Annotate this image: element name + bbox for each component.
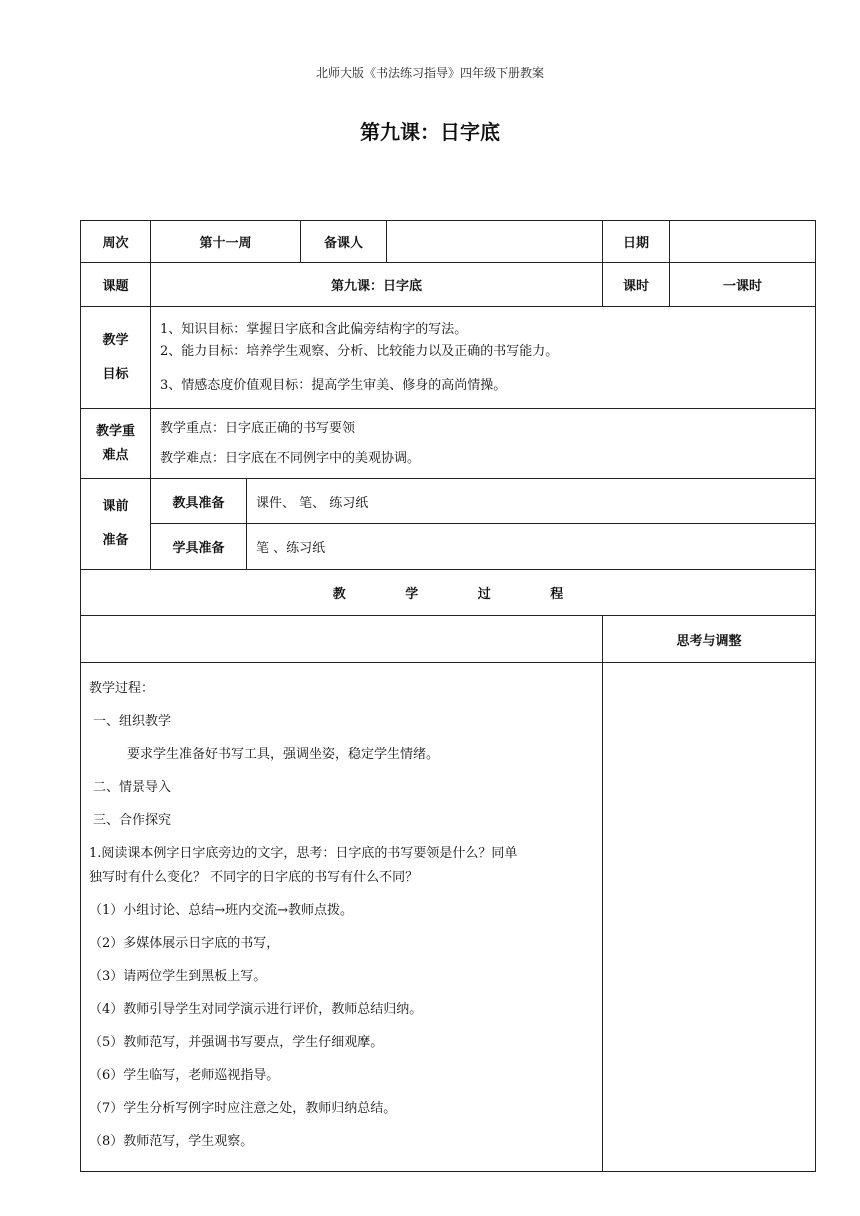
key-points-label: [81, 409, 151, 479]
process-line: （4）教师引导学生对同学演示进行评价，教师总结归纳。: [89, 1002, 423, 1017]
row-teacher-prep: [81, 479, 816, 524]
preparer-label: 备课人: [301, 221, 387, 263]
goals-label: [81, 307, 151, 409]
row-process-body: [81, 663, 816, 1172]
topic-label: 课题: [81, 263, 151, 307]
process-line: 一、组织教学: [93, 714, 172, 729]
process-heading-char: 教: [332, 587, 346, 602]
process-line: 三、合作探究: [93, 813, 172, 828]
process-heading-char: 程: [550, 587, 564, 602]
process-line: （7）学生分析写例字时应注意之处，教师归纳总结。: [89, 1101, 397, 1116]
date-label: 日期: [603, 221, 670, 263]
goals-content: [151, 307, 816, 409]
row-key-points: [81, 409, 816, 479]
goal-knowledge: 1、知识目标：掌握日字底和含此偏旁结构字的写法。: [160, 321, 468, 337]
process-line: （8）教师范写，学生观察。: [89, 1134, 254, 1149]
process-line: 教学过程：: [89, 681, 155, 696]
prep-label-line-1: 课前: [102, 499, 129, 514]
week-value: 第十一周: [151, 221, 301, 263]
key-points-label-line-2: 难点: [102, 447, 129, 463]
preparer-value: [387, 221, 603, 263]
week-label: 周次: [81, 221, 151, 263]
process-line: 二、情景导入: [93, 780, 172, 795]
process-line: （6）学生临写，老师巡视指导。: [89, 1068, 280, 1083]
process-line: （5）教师范写，并强调书写要点，学生仔细观摩。: [89, 1035, 384, 1050]
process-heading-char: 过: [477, 587, 491, 602]
process-line: （3）请两位学生到黑板上写。: [89, 969, 267, 984]
goals-label-line-1: 教学: [102, 332, 129, 348]
row-topic: [81, 263, 816, 307]
lesson-plan-table: [80, 220, 816, 1172]
date-value: [670, 221, 816, 263]
goal-ability: 2、能力目标：培养学生观察、分析、比较能力以及正确的书写能力。: [160, 343, 559, 359]
teacher-prep-label: 教具准备: [151, 479, 247, 524]
goals-label-line-2: 目标: [102, 366, 129, 382]
teacher-prep-value: 课件、 笔、 练习纸: [247, 479, 816, 524]
key-focus: 教学重点：日字底正确的书写要领: [160, 420, 356, 436]
process-line: 要求学生准备好书写工具，强调坐姿，稳定学生情绪。: [127, 747, 440, 762]
topic-value: 第九课：日字底: [151, 263, 603, 307]
process-line: 独写时有什么变化？ 不同字的日字底的书写有什么不同？: [89, 870, 419, 885]
reflect-body: [603, 663, 816, 1172]
process-body: [81, 663, 603, 1172]
row-goals: [81, 307, 816, 409]
prep-label-line-2: 准备: [102, 533, 129, 548]
page-title: 第九课：日字底: [360, 120, 500, 144]
process-heading: [81, 570, 816, 616]
row-process-subheader: [81, 616, 816, 663]
row-week: [81, 221, 816, 263]
prep-label: [81, 479, 151, 570]
hours-label: 课时: [603, 263, 670, 307]
process-subheader-empty: [81, 616, 603, 663]
process-line: （1）小组讨论、总结→班内交流→教师点拨。: [89, 903, 354, 918]
page-header: 北师大版《书法练习指导》四年级下册教案: [315, 66, 544, 80]
process-line: 1.阅读课本例字日字底旁边的文字，思考：日字底的书写要领是什么？同单: [89, 846, 518, 861]
process-heading-char: 学: [405, 587, 419, 602]
goal-attitude: 3、情感态度价值观目标：提高学生审美、修身的高尚情操。: [160, 377, 507, 393]
row-process-heading: [81, 570, 816, 616]
key-points-label-line-1: 教学重: [95, 423, 135, 439]
reflect-label: 思考与调整: [603, 616, 816, 663]
student-prep-label: 学具准备: [151, 524, 247, 570]
hours-value: 一课时: [670, 263, 816, 307]
key-difficulty: 教学难点：日字底在不同例字中的美观协调。: [160, 450, 421, 466]
row-student-prep: [81, 524, 816, 570]
process-line: （2）多媒体展示日字底的书写，: [89, 936, 280, 951]
student-prep-value: 笔 、练习纸: [247, 524, 816, 570]
key-points-content: [151, 409, 816, 479]
